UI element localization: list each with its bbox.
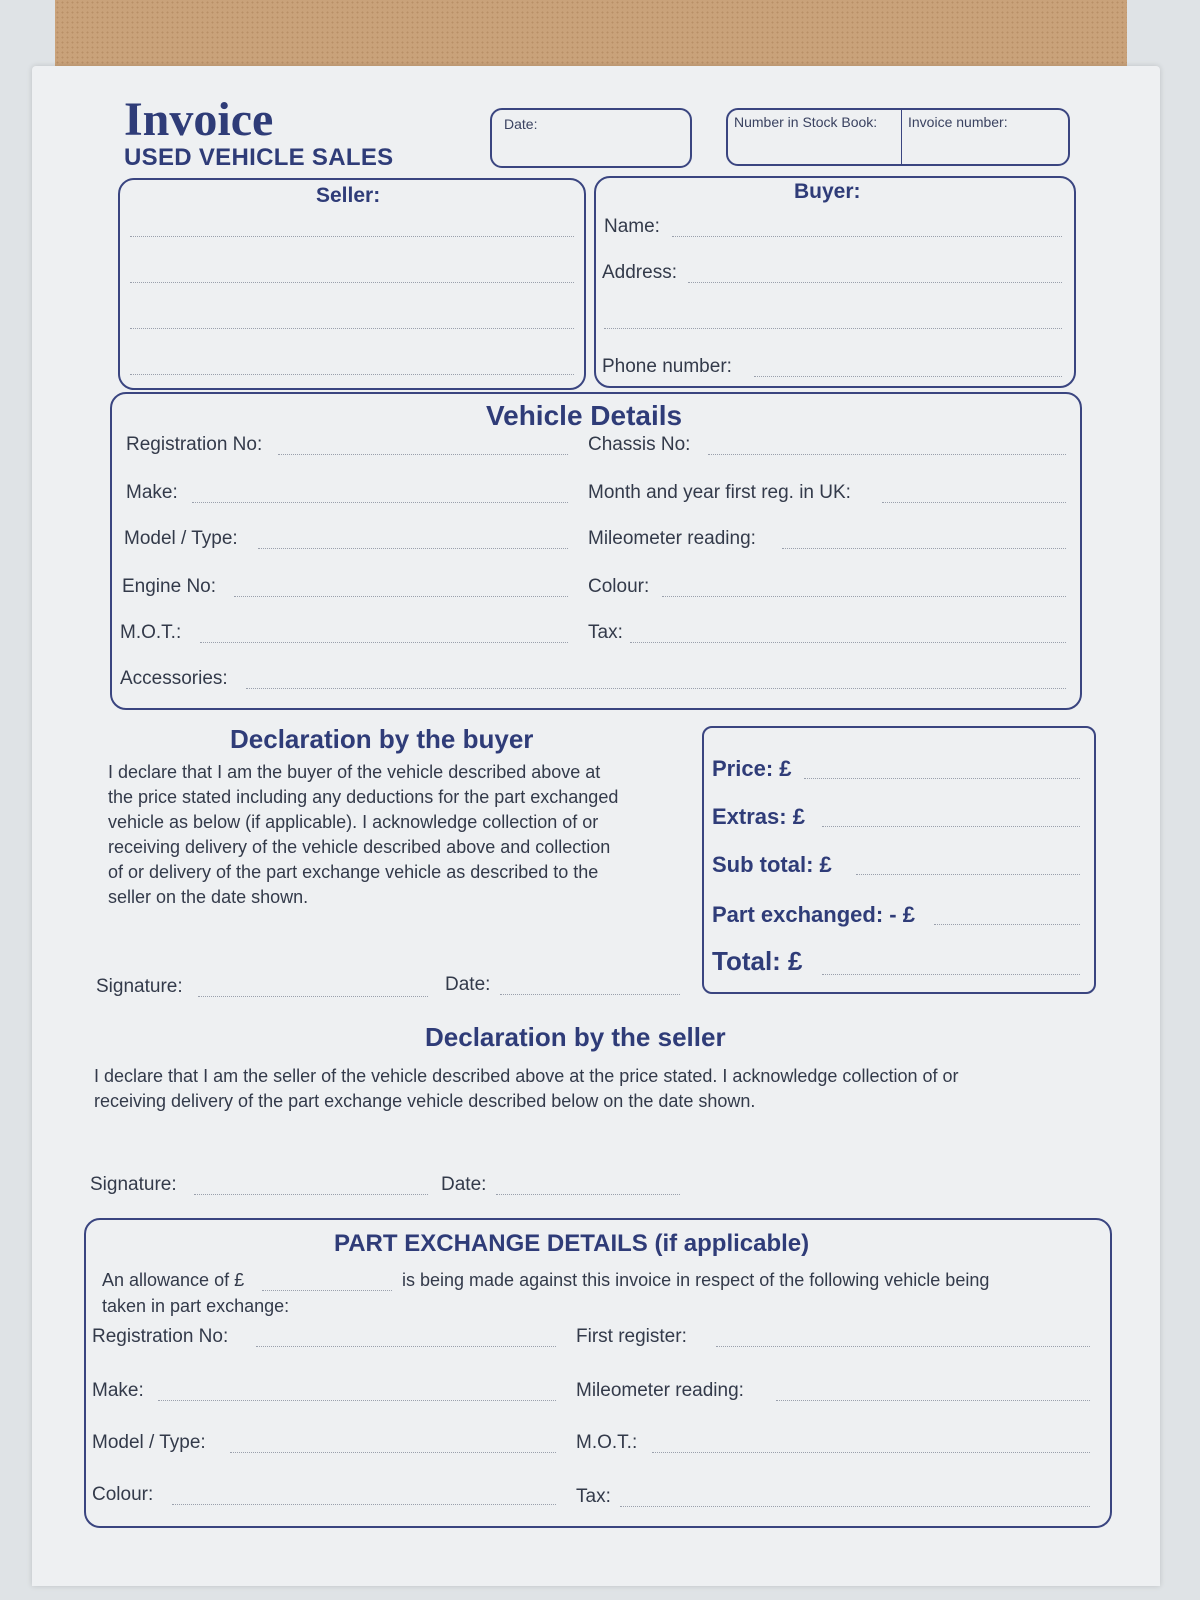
- engine-line: [234, 596, 568, 597]
- first-reg-label: Month and year first reg. in UK:: [588, 482, 851, 503]
- model-line: [258, 548, 568, 549]
- px-registration-label: Registration No:: [92, 1326, 229, 1347]
- stock-book-label: Number in Stock Book:: [734, 114, 878, 130]
- colour-line: [662, 596, 1066, 597]
- invoice-number-label: Invoice number:: [908, 114, 1008, 130]
- buyer-declaration-line-3: vehicle as below (if applicable). I acknowledge collection of or: [108, 812, 599, 832]
- tax-label: Tax:: [588, 622, 623, 643]
- extras-line: [822, 826, 1080, 827]
- seller-title: Seller:: [316, 184, 381, 207]
- mileometer-line: [782, 548, 1066, 549]
- total-line: [822, 974, 1080, 975]
- total-label: Total: £: [712, 946, 803, 976]
- buyer-date-line[interactable]: [500, 994, 680, 995]
- vehicle-details-title: Vehicle Details: [486, 400, 683, 431]
- mileometer-label: Mileometer reading:: [588, 528, 756, 549]
- chassis-line: [708, 454, 1066, 455]
- seller-declaration-text: [94, 1064, 1094, 1114]
- invoice-subtitle: USED VEHICLE SALES: [124, 144, 394, 171]
- px-tax-line: [620, 1506, 1090, 1507]
- px-colour-label: Colour:: [92, 1484, 154, 1505]
- buyer-signature-label: Signature:: [96, 976, 183, 997]
- px-tax-label: Tax:: [576, 1486, 611, 1507]
- px-mot-line: [652, 1452, 1090, 1453]
- allowance-prefix: An allowance of £: [102, 1270, 245, 1290]
- buyer-address-label: Address:: [602, 262, 677, 283]
- first-reg-line: [882, 502, 1066, 503]
- px-make-label: Make:: [92, 1380, 144, 1401]
- px-mileometer-label: Mileometer reading:: [576, 1380, 744, 1401]
- make-label: Make:: [126, 482, 178, 503]
- px-first-register-label: First register:: [576, 1326, 687, 1347]
- buyer-declaration-line-4: receiving delivery of the vehicle described above and collection: [108, 837, 611, 857]
- part-exchange-title: PART EXCHANGE DETAILS (if applicable): [334, 1230, 810, 1257]
- price-label: Price: £: [712, 756, 792, 781]
- pricing-box[interactable]: [702, 726, 1096, 994]
- px-make-line: [158, 1400, 556, 1401]
- buyer-title: Buyer:: [794, 180, 861, 203]
- mot-line: [200, 642, 568, 643]
- seller-box[interactable]: [118, 178, 586, 390]
- make-line: [192, 502, 568, 503]
- buyer-signature-line[interactable]: [198, 996, 428, 997]
- invoice-title: Invoice: [124, 93, 274, 146]
- px-first-register-line: [716, 1346, 1090, 1347]
- colour-label: Colour:: [588, 576, 650, 597]
- stock-divider: [901, 110, 902, 164]
- allowance-amount-line: [262, 1290, 392, 1291]
- accessories-line: [246, 688, 1066, 689]
- buyer-address-line-1: [688, 282, 1062, 283]
- buyer-declaration-title: Declaration by the buyer: [230, 724, 534, 754]
- buyer-declaration-line-5: of or delivery of the part exchange vehicle as described to the: [108, 862, 599, 882]
- buyer-date-label: Date:: [445, 974, 491, 995]
- buyer-phone-label: Phone number:: [602, 356, 732, 377]
- buyer-name-line: [672, 236, 1062, 237]
- seller-declaration-line-1: I declare that I am the seller of the vehicle described above at the price stated. I acknowledge collection of or: [94, 1066, 959, 1086]
- part-exchanged-line: [934, 924, 1080, 925]
- seller-declaration-line-2: receiving delivery of the part exchange vehicle described below on the date shown.: [94, 1091, 756, 1111]
- buyer-declaration-text: [108, 760, 688, 910]
- buyer-declaration-line-2: the price stated including any deductions for the part exchanged: [108, 787, 619, 807]
- allowance-line-2: taken in part exchange:: [102, 1296, 290, 1316]
- price-line: [804, 778, 1080, 779]
- tax-line: [630, 642, 1066, 643]
- seller-date-line[interactable]: [496, 1194, 680, 1195]
- buyer-address-line-2: [604, 328, 1062, 329]
- buyer-phone-line: [754, 376, 1062, 377]
- buyer-box[interactable]: [594, 176, 1076, 388]
- model-label: Model / Type:: [124, 528, 238, 549]
- vehicle-details-box[interactable]: [110, 392, 1082, 710]
- px-model-line: [230, 1452, 556, 1453]
- seller-line-4: [130, 374, 574, 375]
- seller-declaration-title: Declaration by the seller: [425, 1022, 726, 1052]
- px-mileometer-line: [776, 1400, 1090, 1401]
- registration-line: [278, 454, 568, 455]
- chassis-label: Chassis No:: [588, 434, 691, 455]
- seller-date-label: Date:: [441, 1174, 487, 1195]
- px-colour-line: [172, 1504, 556, 1505]
- part-exchanged-label: Part exchanged: - £: [712, 902, 915, 927]
- seller-signature-line[interactable]: [194, 1194, 428, 1195]
- buyer-declaration-line-6: seller on the date shown.: [108, 887, 309, 907]
- date-box[interactable]: [490, 108, 692, 168]
- date-box-label: Date:: [504, 116, 538, 132]
- registration-label: Registration No:: [126, 434, 263, 455]
- px-registration-line: [256, 1346, 556, 1347]
- extras-label: Extras: £: [712, 804, 805, 829]
- seller-signature-label: Signature:: [90, 1174, 177, 1195]
- subtotal-label: Sub total: £: [712, 852, 832, 877]
- buyer-declaration-line-1: I declare that I am the buyer of the vehicle described above at: [108, 762, 601, 782]
- allowance-suffix: is being made against this invoice in respect of the following vehicle being: [402, 1270, 990, 1290]
- subtotal-line: [856, 874, 1080, 875]
- seller-line-1: [130, 236, 574, 237]
- engine-label: Engine No:: [122, 576, 217, 597]
- stock-invoice-box: [726, 108, 1070, 166]
- px-model-label: Model / Type:: [92, 1432, 206, 1453]
- px-mot-label: M.O.T.:: [576, 1432, 638, 1453]
- mot-label: M.O.T.:: [120, 622, 182, 643]
- part-exchange-box[interactable]: [84, 1218, 1112, 1528]
- accessories-label: Accessories:: [120, 668, 228, 689]
- seller-line-3: [130, 328, 574, 329]
- seller-line-2: [130, 282, 574, 283]
- buyer-name-label: Name:: [604, 216, 660, 237]
